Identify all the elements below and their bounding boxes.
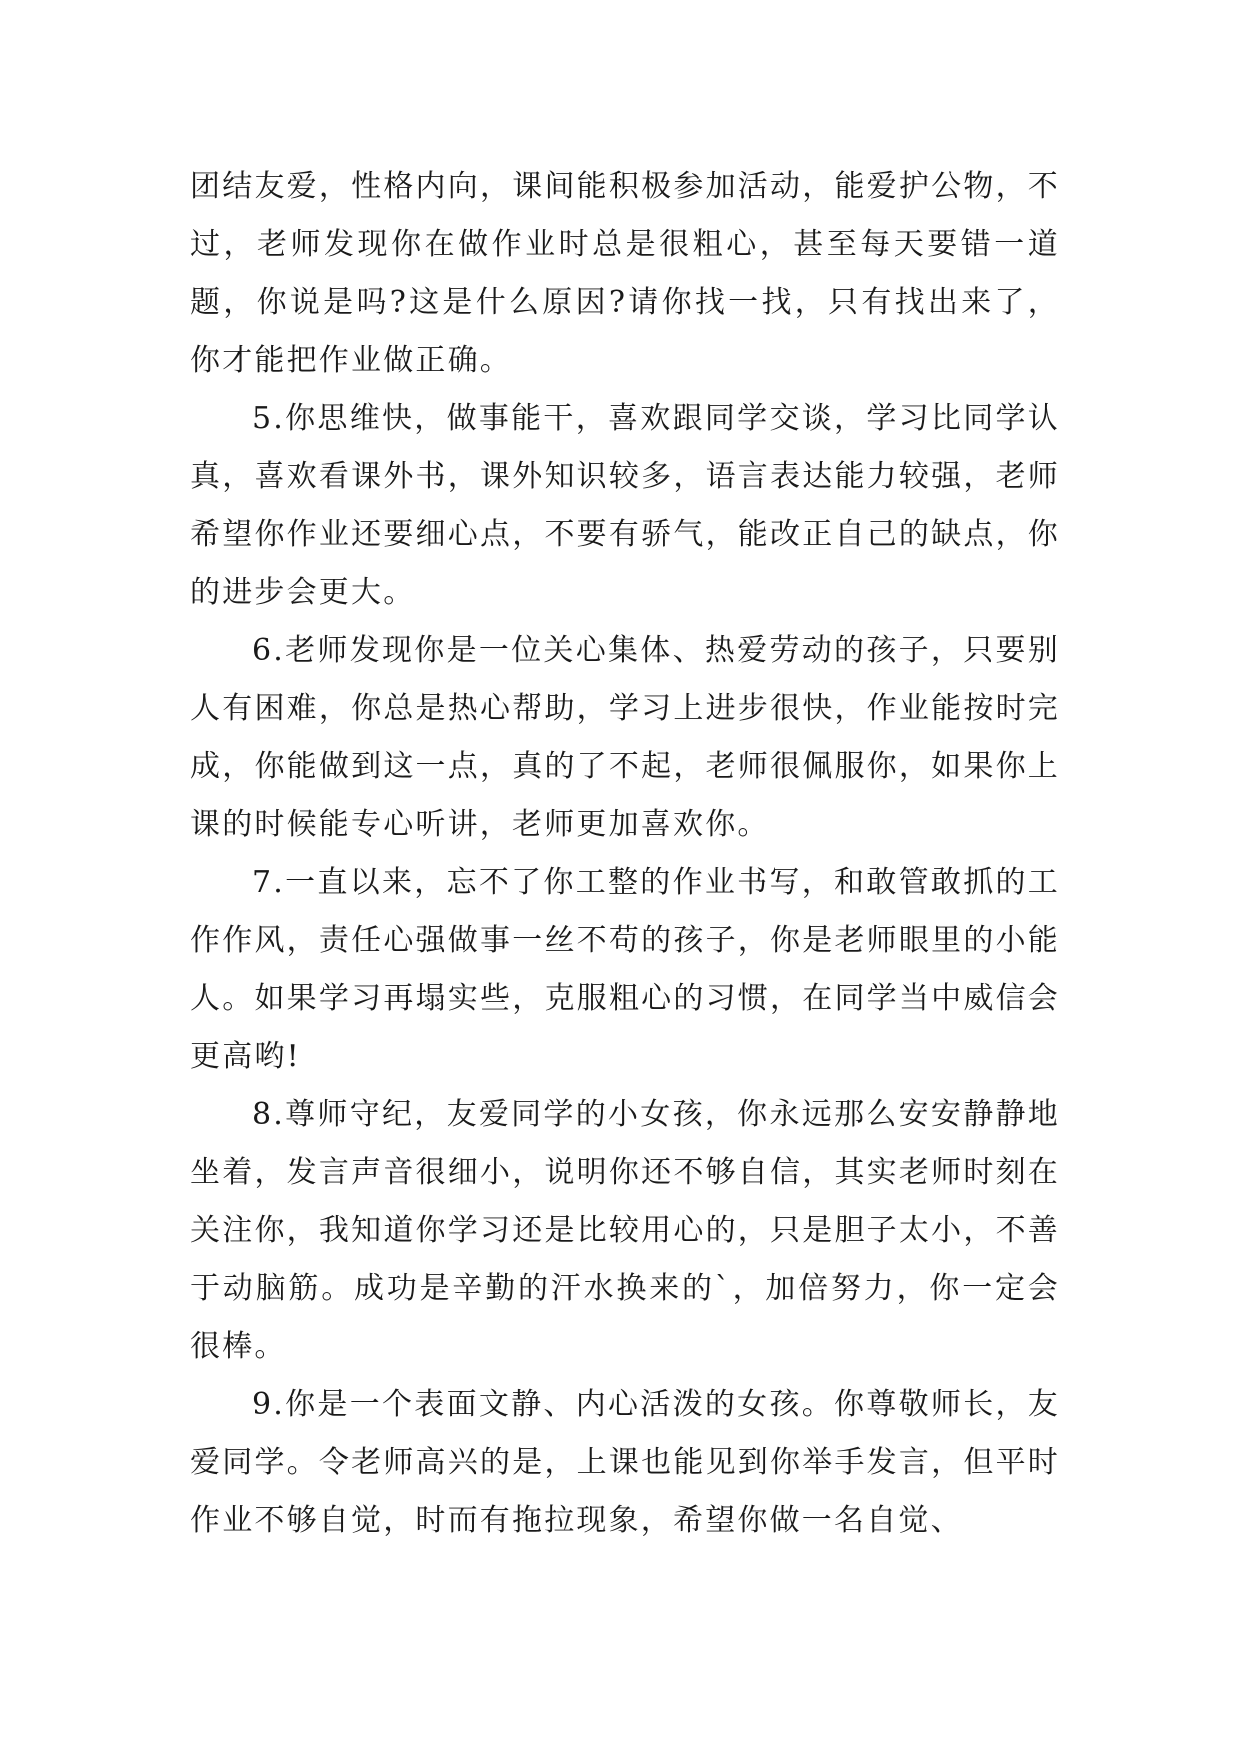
document-body	[190, 158, 1060, 1550]
paragraph-6: 6.老师发现你是一位关心集体、热爱劳动的孩子，只要别人有困难，你总是热心帮助，学习上进步很快，作业能按时完成，你能做到这一点，真的了不起，老师很佩服你，如果你上课的时候能专心听讲，老师更加喜欢你。	[190, 633, 1060, 842]
paragraph-8: 8.尊师守纪，友爱同学的小女孩，你永远那么安安静静地坐着，发言声音很细小，说明你还不够自信，其实老师时刻在关注你，我知道你学习还是比较用心的，只是胆子太小，不善于动脑筋。成功是辛勤的汗水换来的`，加倍努力，你一定会很棒。	[190, 1097, 1060, 1364]
paragraph-9: 9.你是一个表面文静、内心活泼的女孩。你尊敬师长，友爱同学。令老师高兴的是，上课也能见到你举手发言，但平时作业不够自觉，时而有拖拉现象，希望你做一名自觉、	[190, 1387, 1060, 1538]
paragraph-7: 7.一直以来，忘不了你工整的作业书写，和敢管敢抓的工作作风，责任心强做事一丝不苟的孩子，你是老师眼里的小能人。如果学习再塌实些，克服粗心的习惯，在同学当中威信会更高哟!	[190, 865, 1060, 1074]
paragraph-5: 5.你思维快，做事能干，喜欢跟同学交谈，学习比同学认真，喜欢看课外书，课外知识较多，语言表达能力较强，老师希望你作业还要细心点，不要有骄气，能改正自己的缺点，你的进步会更大。	[190, 401, 1060, 610]
paragraph-continued: 团结友爱，性格内向，课间能积极参加活动，能爱护公物，不过，老师发现你在做作业时总是很粗心，甚至每天要错一道题，你说是吗?这是什么原因?请你找一找，只有找出来了，你才能把作业做正确。	[190, 169, 1060, 378]
